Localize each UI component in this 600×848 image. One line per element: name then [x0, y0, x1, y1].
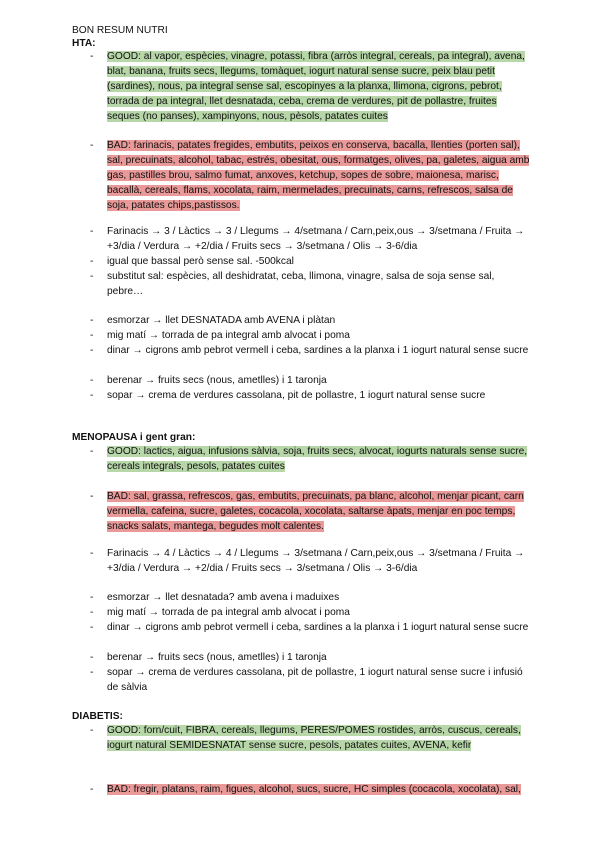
- diabetis-bad-item: - BAD: fregir, platans, raim, figues, alcohol, sucs, sucre, HC simples (cocacola, xocolata), sal,: [90, 784, 521, 795]
- hta-menu-item: - sopar → crema de verdures cassolana, pit de pollastre, 1 iogurt natural sense sucre: [90, 390, 486, 401]
- section-title-hta: HTA:: [72, 38, 96, 49]
- menopausa-menu-item: - mig matí → torrada de pa integral amb alvocat i poma: [90, 607, 350, 618]
- section-title-menopausa: MENOPAUSA i gent gran:: [72, 432, 196, 443]
- menopausa-bad-text: BAD: sal, grassa, refrescos, gas, embutits, precuinats, pa blanc, alcohol, menjar picant, carn vermella, cafeina, sucre, galetes, cocacola, xocolata, saltarse àpats, menjar en poc temps, snacks salats, mantega, begudes molt calentes.: [107, 491, 524, 533]
- diabetis-good-item: - GOOD: forn/cuit, FIBRA, cereals, llegums, PERES/POMES rostides, arròs, cuscus, cereals, iogurt natural SEMIDESNATAT sense sucre, pesols, patates cuites, AVENA, kefir: [90, 725, 521, 752]
- hta-guideline-item: - Farinacis → 3 / Làctics → 3 / Llegums → 4/setmana / Carn,peix,ous → 3/setmana / Fruita → +3/dia / Verdura → +2/dia / Fruits secs → 3/setmana / Olis → 3-6/dia: [90, 226, 525, 253]
- hta-menu-item: - esmorzar → llet DESNATADA amb AVENA i plàtan: [90, 315, 336, 326]
- menopausa-guideline-item: - Farinacis → 4 / Làctics → 4 / Llegums → 3/setmana / Carn,peix,ous → 3/setmana / Fruita → +3/dia / Verdura → +2/dia / Fruits secs → 3/setmana / Olis → 3-6/dia: [90, 548, 525, 575]
- menopausa-bad-item: - BAD: sal, grassa, refrescos, gas, embutits, precuinats, pa blanc, alcohol, menjar picant, carn vermella, cafeina, sucre, galetes, cocacola, xocolata, saltarse àpats, menjar en poc temps, snacks salats, mantega, begudes molt calentes.: [90, 491, 524, 533]
- diabetis-good-text: GOOD: forn/cuit, FIBRA, cereals, llegums, PERES/POMES rostides, arròs, cuscus, cereals, iogurt natural SEMIDESNATAT sense sucre, pesols, patates cuites, AVENA, kefir: [107, 725, 521, 752]
- section-title-diabetis: DIABETIS:: [72, 711, 123, 722]
- hta-bad-item: - BAD: farinacis, patates fregides, embutits, peixos en conserva, bacalla, llenties (porten sal), sal, precuinats, alcohol, tabac, estrés, obesitat, ous, formatges, olives, pa, galetes, aigua amb gas, pastilles brou, salmo fumat, anxoves, ketchup, sopes de sobre, maionesa, marisc, bacallà, cereals, flams, xocolata, raim, mermelades, precuinats, carns, refrescos, salsa de soja, patates chips,pastissos.: [90, 140, 530, 212]
- hta-good-text: GOOD: al vapor, espècies, vinagre, potassi, fibra (arròs integral, cereals, pa integral), avena, blat, banana, fruits secs, llegums, tomàquet, iogurt natural sense sucre, peix blau petit (sardines), nous, pa integral sense sal, escopinyes a la planxa, llimona, cigrons, pebrot, torrada de pa integral, llet desnatada, ceba, crema de verdures, pit de pollastre, fruites seques (no panses), xampinyons, nous, pèsols, patates cuites: [107, 51, 525, 123]
- diabetis-bad-text: BAD: fregir, platans, raim, figues, alcohol, sucs, sucre, HC simples (cocacola, xocolata), sal,: [107, 784, 521, 795]
- hta-bad-text: BAD: farinacis, patates fregides, embutits, peixos en conserva, bacalla, llenties (porten sal), sal, precuinats, alcohol, tabac, estrés, obesitat, ous, formatges, olives, pa, galetes, aigua amb gas, pastilles brou, salmo fumat, anxoves, ketchup, sopes de sobre, maionesa, marisc, bacallà, cereals, flams, xocolata, raim, mermelades, precuinats, carns, refrescos, salsa de soja, patates chips,pastissos.: [107, 140, 530, 212]
- hta-menu-item: - mig matí → torrada de pa integral amb alvocat i poma: [90, 330, 350, 341]
- hta-menu-item: - dinar → cigrons amb pebrot vermell i ceba, sardines a la planxa i 1 iogurt natural sense sucre: [90, 345, 529, 356]
- hta-good-item: - GOOD: al vapor, espècies, vinagre, potassi, fibra (arròs integral, cereals, pa integral), avena, blat, banana, fruits secs, llegums, tomàquet, iogurt natural sense sucre, peix blau petit (sardines), nous, pa integral sense sal, escopinyes a la planxa, llimona, cigrons, pebrot, torrada de pa integral, llet desnatada, ceba, crema de verdures, pit de pollastre, fruites seques (no panses), xampinyons, nous, pèsols, patates cuites: [90, 51, 525, 123]
- menopausa-menu-item: - berenar → fruits secs (nous, ametlles) i 1 taronja: [90, 652, 327, 663]
- hta-guideline-item: - igual que bassal però sense sal. -500kcal: [90, 256, 294, 267]
- hta-guideline-item: - substitut sal: espècies, all deshidratat, ceba, llimona, vinagre, salsa de soja sense sal, pebre…: [90, 271, 495, 298]
- menopausa-good-item: - GOOD: lactics, aigua, infusions sàlvia, soja, fruits secs, alvocat, iogurts naturals sense sucre, cereals integrals, pesols, patates cuites: [90, 446, 528, 473]
- menopausa-menu-item: - sopar → crema de verdures cassolana, pit de pollastre, 1 iogurt natural sense sucre i infusió de sàlvia: [90, 667, 523, 694]
- hta-menu-item: - berenar → fruits secs (nous, ametlles) i 1 taronja: [90, 375, 327, 386]
- menopausa-menu-item: - dinar → cigrons amb pebrot vermell i ceba, sardines a la planxa i 1 iogurt natural sense sucre: [90, 622, 529, 633]
- menopausa-menu-item: - esmorzar → llet desnatada? amb avena i maduixes: [90, 592, 340, 603]
- document-title: BON RESUM NUTRI: [72, 25, 168, 36]
- menopausa-good-text: GOOD: lactics, aigua, infusions sàlvia, soja, fruits secs, alvocat, iogurts naturals sense sucre, cereals integrals, pesols, patates cuites: [107, 446, 528, 473]
